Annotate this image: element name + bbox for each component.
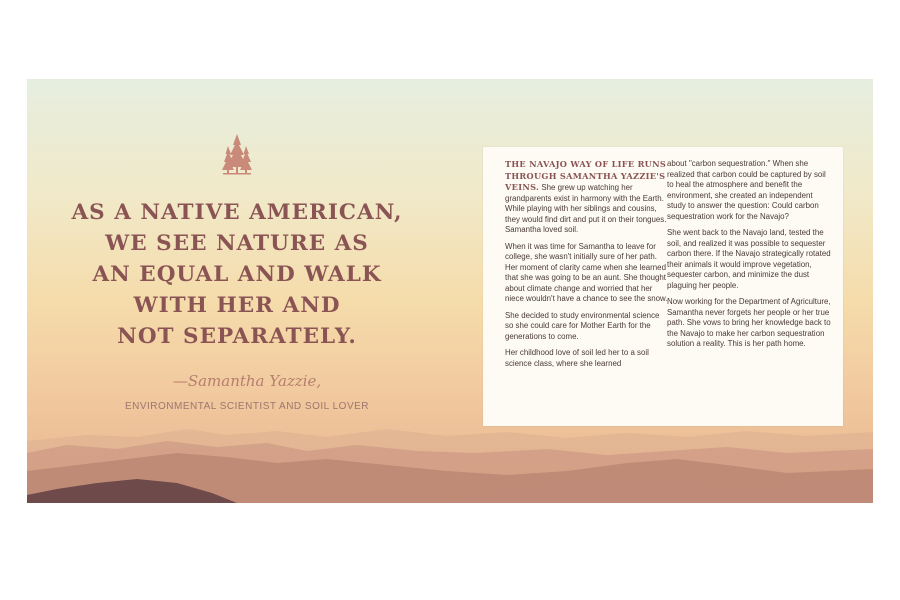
quote-line: AN EQUAL AND WALK [92,262,382,287]
article-paragraph: Now working for the Department of Agriculture, Samantha never forgets her people or her true path. She vows to bring her knowledge back to the Navajo to make her carbon sequestration solution a reality. This is her path home. [667,297,831,348]
article-panel [483,147,843,426]
article-paragraph: about "carbon sequestration." When she realized that carbon could be captured by soil to heal the atmosphere and benefit the environment, she created an independent study to answer the question: Could carbon sequestration work for the Navajo? [667,159,826,221]
quote-line: AS A NATIVE AMERICAN, [71,200,403,225]
article-paragraph [505,159,669,236]
article-paragraph: When it was time for Samantha to leave for college, she wasn't initially sure of her path. Her moment of clarity came when she learned that she was going to be an aunt. She thought about climate change and worried that her niece wouldn't have a chance to see the snow. [505,241,668,303]
article-paragraph: Her childhood love of soil led her to a soil science class, where she learned [505,348,649,368]
quote-line: NOT SEPARATELY. [117,324,357,349]
article-paragraph-text: She grew up watching her grandparents exist in harmony with the Earth. While playing with her siblings and cousins, they would find dirt and put it on their tongues. Samantha loved soil. [505,183,667,234]
article-column-right [667,159,833,356]
author-signature: —Samantha Yazzie, [172,372,322,390]
article-paragraph: She decided to study environmental science so she could care for Mother Earth for the generations to come. [505,310,660,341]
article-lead: THE NAVAJO WAY OF LIFE RUNS THROUGH SAMANTHA YAZZIE'S VEINS. [505,159,667,192]
quote-line: WITH HER AND [133,293,341,318]
magazine-spread [27,79,873,503]
pull-quote [47,197,427,352]
author-title: ENVIRONMENTAL SCIENTIST AND SOIL LOVER [124,401,370,412]
pine-trees-icon [220,134,254,176]
article-paragraph: She went back to the Navajo land, tested the soil, and realized it was possible to sequester carbon there. If the Navajo strategically rotated their animals it would improve vegetation, sequester carbon, and minimize the dust plaguing her people. [667,228,831,290]
quote-line: WE SEE NATURE AS [105,231,369,256]
article-column-left [505,159,669,375]
